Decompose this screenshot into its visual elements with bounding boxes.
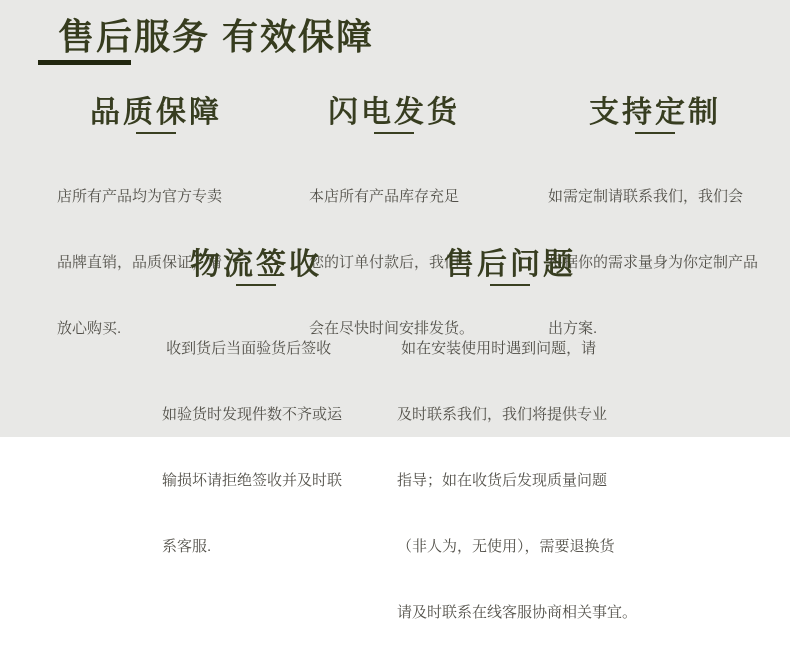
- feature-heading: 闪电发货: [328, 96, 460, 129]
- feature-description: [397, 294, 642, 668]
- feature-heading: 支持定制: [589, 96, 721, 129]
- feature-line: 店所有产品均为官方专卖: [57, 188, 223, 205]
- heading-underline: [136, 132, 176, 134]
- feature-line: 如在安装使用时遇到问题，请: [397, 340, 597, 357]
- heading-underline: [236, 284, 276, 286]
- feature-line: 请及时联系在线客服协商相关事宜。: [397, 604, 638, 621]
- feature-line: 您的订单付款后，我们: [309, 254, 460, 271]
- feature-line: 及时联系我们，我们将提供专业: [397, 406, 608, 423]
- feature-line: 如验货时发现件数不齐或运: [162, 406, 343, 423]
- feature-line: 品牌直销，品质保证，请: [57, 254, 223, 271]
- feature-line: 收到货后当面验货后签收: [162, 340, 332, 357]
- feature-description: [162, 294, 372, 602]
- feature-line: 系客服.: [162, 538, 212, 555]
- feature-heading: 售后问题: [444, 248, 576, 281]
- heading-underline: [374, 132, 414, 134]
- heading-underline: [490, 284, 530, 286]
- feature-line: 根据你的需求量身为你定制产品: [548, 254, 759, 271]
- feature-line: 指导；如在收货后发现质量问题: [397, 472, 608, 489]
- feature-line: 本店所有产品库存充足: [309, 188, 460, 205]
- feature-line: 会在尽快时间安排发货。: [309, 320, 475, 337]
- feature-after-sales-issues: [378, 248, 642, 668]
- feature-heading: 物流签收: [190, 248, 322, 281]
- feature-line: 输损坏请拒绝签收并及时联: [162, 472, 343, 489]
- feature-line: 放心购买.: [57, 320, 122, 337]
- title-underline: [38, 60, 131, 65]
- feature-line: 如需定制请联系我们，我们会: [548, 188, 744, 205]
- feature-line: 出方案.: [548, 320, 598, 337]
- page-title: 售后服务 有效保障: [58, 16, 375, 57]
- feature-logistics-signoff: [140, 248, 372, 602]
- feature-heading: 品质保障: [90, 96, 222, 129]
- heading-underline: [635, 132, 675, 134]
- feature-line: （非人为，无使用），需要退换货: [397, 538, 615, 555]
